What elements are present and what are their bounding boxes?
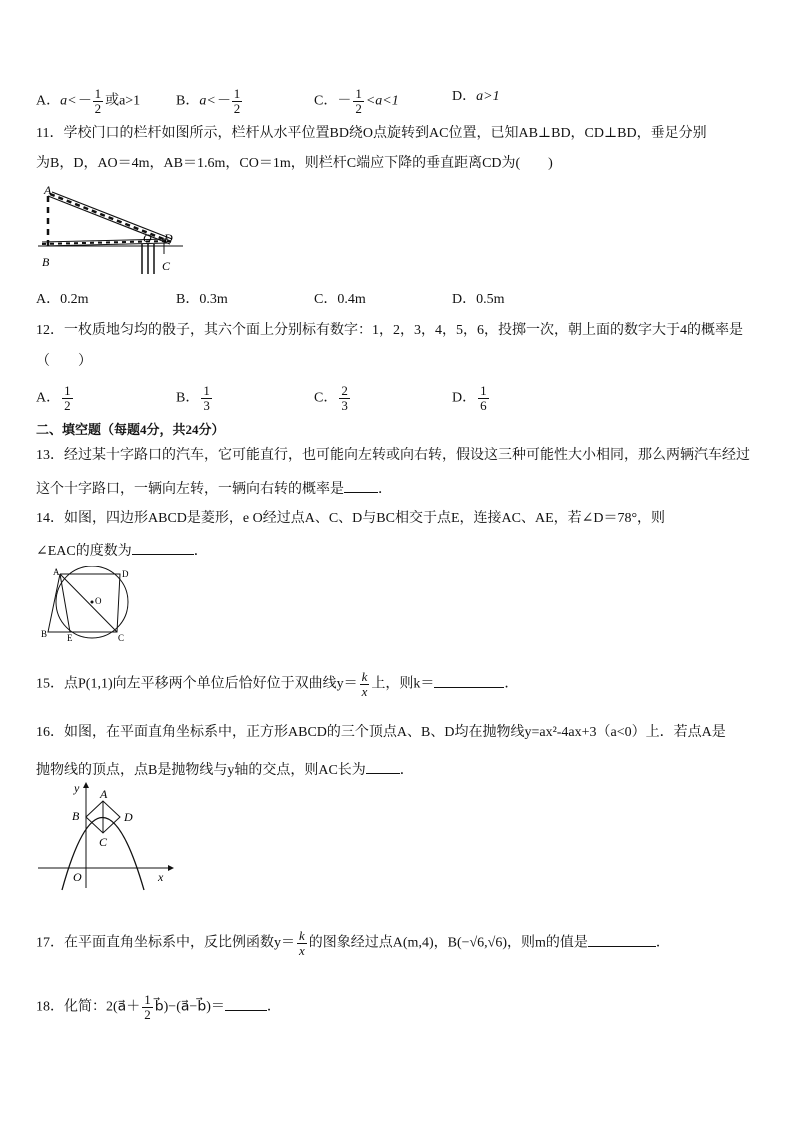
q11-label-o: O [143, 231, 152, 245]
q17-frac: $\frac{k}{x}$ [299, 928, 305, 958]
section-heading: 二、填空题（每题4分，共24分） [36, 422, 225, 437]
q14-line1: 14．如图，四边形ABCD是菱形，e O经过点A、C、D与BC相交于点E，连接AC、AE，若∠D＝78°，则 [36, 511, 666, 526]
q16-figure [36, 780, 174, 892]
q10-a-frac: $\frac{1}{2}$ [94, 86, 102, 116]
q11-option-d: D．0.5m [452, 292, 505, 307]
q11-figure [38, 182, 188, 278]
q11-option-a: A．0.2m [36, 292, 89, 307]
q13-line1: 13．经过某十字路口的汽车，它可能直行，也可能向左转或向右转，假设这三种可能性大小相同，那么两辆汽车经过 [36, 448, 750, 463]
q18-line: 18．化简：2(a⃗＋ $\frac{1}{2}$ b⃗)−(a⃗−b⃗)＝ ． [36, 992, 281, 1022]
q15-line: 15．点P(1,1)向左平移两个单位后恰好位于双曲线y＝ $\frac{k}{x}$ 上，则k＝ ． [36, 669, 519, 699]
q12-option-d: D． $\frac{1}{6}$ [452, 383, 487, 413]
q10-a-tail: 或a>1 [105, 93, 141, 109]
q16-line1: 16．如图，在平面直角坐标系中，正方形ABCD的三个顶点A、B、D均在抛物线y=ax²-4ax+3（a<0）上．若点A是 [36, 725, 726, 740]
q11-label-a: A [44, 183, 52, 197]
q11-option-b: B．0.3m [176, 292, 228, 307]
q10-c-frac: $\frac{1}{2}$ [355, 86, 362, 116]
q16-label-y: y [74, 781, 80, 795]
q16-label-d: D [124, 810, 133, 824]
q16-label-a: A [100, 787, 108, 801]
q12-line2: （ ） [36, 354, 92, 369]
q16-label-b: B [72, 809, 80, 823]
q14-label-c: C [118, 633, 125, 643]
q14-label-a: A [53, 567, 60, 577]
q18-answer-blank[interactable] [225, 996, 267, 1011]
q13-answer-blank[interactable] [344, 478, 378, 493]
q10-option-c: C．－ $\frac{1}{2}$ <a<1 [314, 86, 399, 116]
q14-label-o: O [95, 596, 102, 606]
q11-label-c: C [162, 259, 171, 273]
q12-option-a: A． $\frac{1}{2}$ [36, 383, 71, 413]
q14-label-d: D [122, 569, 129, 579]
q18-frac: $\frac{1}{2}$ [144, 992, 151, 1022]
q10-option-b: B．a<－ $\frac{1}{2}$ [176, 86, 241, 116]
q16-label-x: x [158, 870, 164, 884]
q16-line2: 抛物线的顶点，点B是抛物线与y轴的交点，则AC长为 ． [36, 759, 414, 781]
q17-line: 17．在平面直角坐标系中，反比例函数y＝ $\frac{k}{x}$ 的图象经过点A(m,4)，B(−√6,√6)，则m的值是 ． [36, 928, 670, 958]
q11-line1: 11．学校门口的栏杆如图所示，栏杆从水平位置BD绕O点旋转到AC位置，已知AB⊥BD，CD⊥BD，垂足分别 [36, 126, 707, 141]
q14-label-b: B [41, 629, 48, 639]
q14-line2: ∠EAC的度数为 ． [36, 540, 208, 562]
q15-frac: $\frac{k}{x}$ [361, 669, 368, 699]
q13-line2: 这个十字路口，一辆向左转，一辆向右转的概率是 ． [36, 478, 392, 500]
q12-line1: 12．一枚质地匀均的骰子，其六个面上分别标有数字：1，2，3，4，5，6，投掷一次，朝上面的数字大于4的概率是 [36, 323, 743, 338]
q10-option-a: A．a<－ $\frac{1}{2}$ 或a>1 [36, 86, 141, 116]
q15-answer-blank[interactable] [434, 673, 504, 688]
q11-line2: 为B，D，AO＝4m，AB＝1.6m，CO＝1m，则栏杆C端应下降的垂直距离CD为( ) [36, 156, 553, 171]
q12-option-c: C． $\frac{2}{3}$ [314, 383, 348, 413]
q14-label-e: E [67, 633, 73, 643]
q10-option-d: D．a>1 [452, 89, 500, 104]
q11-option-c: C．0.4m [314, 292, 366, 307]
q16-label-o: O [73, 870, 82, 884]
q16-answer-blank[interactable] [366, 759, 400, 774]
q12-option-b: B． $\frac{1}{3}$ [176, 383, 210, 413]
q11-label-d: D [164, 231, 173, 245]
q17-answer-blank[interactable] [588, 932, 656, 947]
q10-b-frac: $\frac{1}{2}$ [233, 86, 241, 116]
q14-figure [38, 566, 138, 644]
q10-a-text: a<－ [60, 93, 91, 109]
q11-label-b: B [42, 255, 50, 269]
q14-answer-blank[interactable] [132, 540, 194, 555]
q16-label-c: C [99, 835, 108, 849]
